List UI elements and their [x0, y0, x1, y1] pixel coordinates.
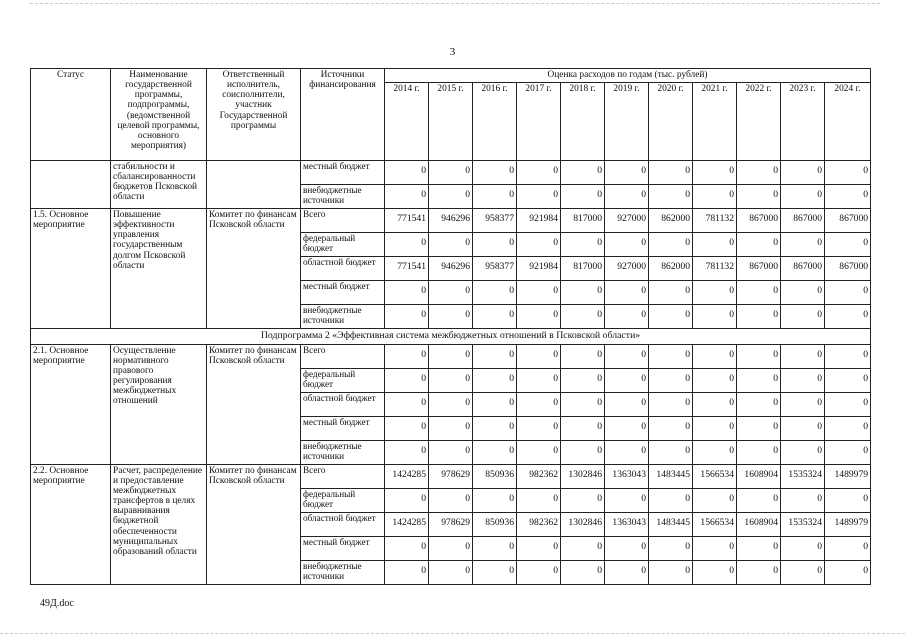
table-cell-value: 0 [737, 416, 781, 440]
table-cell-value: 0 [473, 392, 517, 416]
header-year: 2017 г. [517, 83, 561, 161]
table-cell-value: 0 [385, 281, 429, 305]
table-cell-source: областной бюджет [301, 512, 385, 536]
table-cell-value: 867000 [737, 257, 781, 281]
table-cell-value: 0 [781, 305, 825, 329]
table-cell-value: 0 [605, 488, 649, 512]
table-cell-value: 0 [429, 233, 473, 257]
table-cell-value: 0 [473, 560, 517, 584]
table-cell-source: федеральный бюджет [301, 488, 385, 512]
table-cell-value: 0 [781, 536, 825, 560]
table-cell-value: 0 [473, 536, 517, 560]
table-cell-value: 0 [473, 281, 517, 305]
table-cell-value: 0 [649, 416, 693, 440]
table-cell-value: 1363043 [605, 512, 649, 536]
table-cell-value: 0 [693, 233, 737, 257]
table-cell-value: 0 [693, 368, 737, 392]
table-cell-value: 0 [517, 344, 561, 368]
table-row [31, 329, 871, 345]
table-cell-value: 0 [561, 281, 605, 305]
header-status: Статус [31, 69, 111, 161]
table-cell-value: 1535324 [781, 464, 825, 488]
header-year: 2019 г. [605, 83, 649, 161]
table-cell-value: 0 [825, 488, 871, 512]
table-cell-value: 0 [605, 344, 649, 368]
table-cell-value: 0 [825, 368, 871, 392]
table-cell-value: 982362 [517, 464, 561, 488]
table-cell-value: 0 [385, 368, 429, 392]
table-cell-value: 0 [561, 392, 605, 416]
table-cell-responsible: Комитет по финансам Псковской области [207, 464, 301, 584]
header-year: 2018 г. [561, 83, 605, 161]
table-cell-name: Повышение эффективности управления государственным долгом Псковской области [111, 209, 207, 329]
table-cell-source: федеральный бюджет [301, 368, 385, 392]
table-cell-value: 0 [781, 281, 825, 305]
table-cell-value: 0 [561, 440, 605, 464]
table-cell-source: внебюджетные источники [301, 440, 385, 464]
scan-noise-top [30, 3, 880, 5]
table-cell-value: 0 [561, 344, 605, 368]
table-cell-value: 0 [517, 560, 561, 584]
table-cell-value: 0 [473, 416, 517, 440]
table-cell-value: 0 [605, 185, 649, 209]
table-cell-responsible: Комитет по финансам Псковской области [207, 344, 301, 464]
table-cell-value: 0 [517, 185, 561, 209]
table-cell-value: 0 [693, 536, 737, 560]
table-row [31, 464, 871, 488]
table-cell-value: 0 [649, 185, 693, 209]
table-cell-value: 0 [781, 368, 825, 392]
header-year: 2015 г. [429, 83, 473, 161]
table-row [31, 161, 871, 185]
table-cell-value: 0 [649, 392, 693, 416]
table-cell-value: 0 [737, 185, 781, 209]
table-cell-value: 0 [517, 233, 561, 257]
table-cell-source: местный бюджет [301, 161, 385, 185]
table-cell-value: 867000 [781, 257, 825, 281]
table-cell-value: 921984 [517, 209, 561, 233]
table-cell-value: 946296 [429, 209, 473, 233]
table-cell-value: 0 [781, 392, 825, 416]
table-cell-value: 1535324 [781, 512, 825, 536]
table-cell-value: 0 [605, 305, 649, 329]
table-cell-value: 0 [737, 368, 781, 392]
table-cell-value: 0 [825, 161, 871, 185]
table-cell-value: 0 [561, 161, 605, 185]
table-cell-value: 771541 [385, 209, 429, 233]
table-cell-value: 0 [737, 440, 781, 464]
table-cell-value: 867000 [781, 209, 825, 233]
table-cell-value: 0 [605, 536, 649, 560]
table-cell-value: 0 [737, 233, 781, 257]
table-cell-source: областной бюджет [301, 392, 385, 416]
table-cell-value: 0 [473, 233, 517, 257]
table-cell-value: 0 [517, 536, 561, 560]
table-cell-source: внебюджетные источники [301, 305, 385, 329]
table-cell-value: 982362 [517, 512, 561, 536]
table-cell-value: 0 [429, 488, 473, 512]
table-cell-value: 0 [561, 185, 605, 209]
table-cell-value: 0 [693, 440, 737, 464]
table-cell-value: 867000 [737, 209, 781, 233]
table-cell-value: 1608904 [737, 512, 781, 536]
table-cell-value: 1566534 [693, 512, 737, 536]
table-cell-value: 0 [385, 392, 429, 416]
table-cell-value: 0 [649, 233, 693, 257]
table-cell-value: 0 [781, 233, 825, 257]
table-cell-value: 867000 [825, 257, 871, 281]
table-cell-value: 0 [385, 344, 429, 368]
table-cell-value: 1489979 [825, 464, 871, 488]
table-cell-value: 781132 [693, 257, 737, 281]
table-cell-value: 0 [473, 185, 517, 209]
table-cell-responsible: Комитет по финансам Псковской области [207, 209, 301, 329]
table-cell-value: 0 [781, 560, 825, 584]
header-year: 2022 г. [737, 83, 781, 161]
table-cell-source: местный бюджет [301, 416, 385, 440]
table-cell-source: внебюджетные источники [301, 185, 385, 209]
table-cell-value: 0 [781, 344, 825, 368]
table-cell-value: 927000 [605, 209, 649, 233]
table-cell-value: 0 [561, 368, 605, 392]
table-cell-source: федеральный бюджет [301, 233, 385, 257]
table-cell-value: 0 [649, 488, 693, 512]
table-cell-source: Всего [301, 464, 385, 488]
table-cell-value: 0 [781, 488, 825, 512]
table-cell-value: 0 [781, 440, 825, 464]
table-cell-value: 0 [561, 305, 605, 329]
table-cell-value: 0 [429, 560, 473, 584]
table-cell-value: 0 [605, 440, 649, 464]
table-cell-value: 0 [429, 440, 473, 464]
table-cell-value: 1608904 [737, 464, 781, 488]
table-cell-value: 0 [385, 416, 429, 440]
table-cell-responsible [207, 161, 301, 209]
table-cell-value: 0 [825, 281, 871, 305]
table-cell-value: 0 [605, 392, 649, 416]
table-cell-source: Всего [301, 344, 385, 368]
table-cell-value: 0 [693, 185, 737, 209]
table-cell-value: 0 [429, 416, 473, 440]
table-cell-value: 0 [825, 560, 871, 584]
table-cell-status: 2.1. Основное мероприятие [31, 344, 111, 464]
table-cell-value: 1363043 [605, 464, 649, 488]
table-cell-value: 0 [605, 368, 649, 392]
table-cell-value: 0 [561, 560, 605, 584]
table-cell-value: 0 [385, 161, 429, 185]
table-cell-value: 1489979 [825, 512, 871, 536]
table-cell-value: 0 [429, 185, 473, 209]
header-year: 2024 г. [825, 83, 871, 161]
table-cell-value: 0 [517, 368, 561, 392]
footer-filename: 49Д.doc [40, 598, 74, 609]
table-cell-value: 0 [649, 281, 693, 305]
subprogram-title: Подпрограмма 2 «Эффективная система межбюджетных отношений в Псковской области» [31, 329, 871, 345]
table-cell-name: Расчет, распределение и предоставление межбюджетных трансфертов в целях выравнивания бюджетной обеспеченности муниципальных образований области [111, 464, 207, 584]
table-cell-value: 771541 [385, 257, 429, 281]
table-cell-value: 0 [737, 488, 781, 512]
scan-noise-bottom [0, 633, 905, 635]
table-cell-value: 0 [429, 305, 473, 329]
table-cell-value: 1302846 [561, 512, 605, 536]
table-cell-value: 0 [385, 233, 429, 257]
table-cell-value: 1483445 [649, 464, 693, 488]
table-cell-value: 946296 [429, 257, 473, 281]
budget-table [30, 68, 871, 585]
table-cell-value: 0 [649, 344, 693, 368]
table-cell-value: 0 [825, 344, 871, 368]
table-cell-value: 0 [737, 536, 781, 560]
table-cell-value: 0 [605, 161, 649, 185]
table-cell-value: 1566534 [693, 464, 737, 488]
table-cell-value: 0 [737, 161, 781, 185]
table-cell-value: 0 [517, 440, 561, 464]
table-cell-source: местный бюджет [301, 536, 385, 560]
table-cell-source: внебюджетные источники [301, 560, 385, 584]
table-cell-value: 0 [649, 440, 693, 464]
table-cell-value: 0 [561, 416, 605, 440]
table-cell-value: 0 [605, 281, 649, 305]
table-cell-value: 0 [781, 161, 825, 185]
table-cell-source: областной бюджет [301, 257, 385, 281]
header-year: 2023 г. [781, 83, 825, 161]
table-cell-value: 0 [693, 305, 737, 329]
table-cell-status: 2.2. Основное мероприятие [31, 464, 111, 584]
table-cell-value: 0 [693, 392, 737, 416]
table-cell-value: 0 [385, 536, 429, 560]
table-cell-status [31, 161, 111, 209]
table-cell-value: 0 [429, 161, 473, 185]
table-cell-value: 0 [781, 185, 825, 209]
header-responsible: Ответственный исполнитель, соисполнители, участник Государственной программы [207, 69, 301, 161]
table-cell-value: 0 [605, 560, 649, 584]
table-cell-name: Осуществление нормативного правового регулирования межбюджетных отношений [111, 344, 207, 464]
table-cell-value: 0 [825, 185, 871, 209]
table-cell-value: 0 [649, 305, 693, 329]
table-cell-value: 958377 [473, 209, 517, 233]
table-cell-value: 1302846 [561, 464, 605, 488]
table-cell-value: 1424285 [385, 512, 429, 536]
table-cell-value: 0 [385, 305, 429, 329]
table-cell-name: стабильности и сбалансированности бюджетов Псковской области [111, 161, 207, 209]
table-cell-value: 0 [737, 560, 781, 584]
table-cell-value: 0 [825, 305, 871, 329]
table-cell-value: 0 [517, 281, 561, 305]
table-cell-value: 0 [693, 344, 737, 368]
table-cell-value: 0 [429, 368, 473, 392]
table-cell-value: 0 [385, 185, 429, 209]
table-cell-value: 0 [473, 440, 517, 464]
table-cell-value: 0 [429, 344, 473, 368]
table-cell-source: местный бюджет [301, 281, 385, 305]
table-cell-value: 0 [517, 392, 561, 416]
header-estimate: Оценка расходов по годам (тыс. рублей) [385, 69, 871, 83]
table-cell-value: 0 [517, 488, 561, 512]
table-cell-value: 921984 [517, 257, 561, 281]
table-cell-value: 0 [737, 344, 781, 368]
table-cell-value: 0 [737, 281, 781, 305]
table-cell-value: 958377 [473, 257, 517, 281]
table-cell-value: 0 [385, 488, 429, 512]
table-cell-value: 0 [561, 488, 605, 512]
table-cell-value: 0 [825, 536, 871, 560]
table-cell-value: 0 [693, 560, 737, 584]
table-cell-value: 978629 [429, 464, 473, 488]
table-cell-value: 1483445 [649, 512, 693, 536]
table-cell-value: 0 [693, 161, 737, 185]
header-name: Наименование государственной программы, подпрограммы, (ведомственной целевой программы, основного мероприятия) [111, 69, 207, 161]
table-cell-source: Всего [301, 209, 385, 233]
table-cell-value: 781132 [693, 209, 737, 233]
table-cell-value: 0 [825, 416, 871, 440]
table-cell-value: 862000 [649, 257, 693, 281]
table-cell-value: 0 [517, 416, 561, 440]
table-cell-value: 0 [649, 536, 693, 560]
table-cell-value: 978629 [429, 512, 473, 536]
table-cell-value: 0 [517, 305, 561, 329]
table-cell-value: 817000 [561, 257, 605, 281]
table-cell-value: 0 [473, 488, 517, 512]
header-year: 2016 г. [473, 83, 517, 161]
table-cell-value: 927000 [605, 257, 649, 281]
table-cell-value: 0 [737, 392, 781, 416]
table-cell-value: 0 [693, 281, 737, 305]
table-cell-value: 0 [649, 560, 693, 584]
table-cell-value: 0 [781, 416, 825, 440]
table-cell-value: 0 [737, 305, 781, 329]
table-cell-value: 0 [429, 281, 473, 305]
table-cell-value: 0 [561, 536, 605, 560]
table-cell-value: 0 [385, 440, 429, 464]
table-cell-value: 850936 [473, 464, 517, 488]
table-row [31, 209, 871, 233]
table-cell-value: 862000 [649, 209, 693, 233]
table-cell-value: 0 [693, 416, 737, 440]
table-cell-value: 0 [473, 368, 517, 392]
table-cell-value: 0 [649, 161, 693, 185]
table-cell-value: 0 [429, 392, 473, 416]
table-cell-value: 0 [825, 440, 871, 464]
table-cell-value: 0 [385, 560, 429, 584]
table-cell-value: 0 [561, 233, 605, 257]
table-cell-value: 0 [825, 233, 871, 257]
table-cell-value: 1424285 [385, 464, 429, 488]
header-sources: Источники финансирования [301, 69, 385, 161]
table-row [31, 344, 871, 368]
table-cell-value: 0 [605, 233, 649, 257]
table-cell-value: 0 [605, 416, 649, 440]
header-year: 2020 г. [649, 83, 693, 161]
table-cell-value: 867000 [825, 209, 871, 233]
table-cell-value: 0 [693, 488, 737, 512]
table-cell-value: 0 [473, 161, 517, 185]
header-year: 2014 г. [385, 83, 429, 161]
table-cell-value: 817000 [561, 209, 605, 233]
table-cell-value: 0 [473, 344, 517, 368]
table-cell-value: 0 [649, 368, 693, 392]
header-year: 2021 г. [693, 83, 737, 161]
table-cell-value: 0 [429, 536, 473, 560]
page-number: 3 [449, 46, 456, 58]
table-cell-value: 0 [473, 305, 517, 329]
table-cell-status: 1.5. Основное мероприятие [31, 209, 111, 329]
table-cell-value: 850936 [473, 512, 517, 536]
table-cell-value: 0 [825, 392, 871, 416]
table-cell-value: 0 [517, 161, 561, 185]
